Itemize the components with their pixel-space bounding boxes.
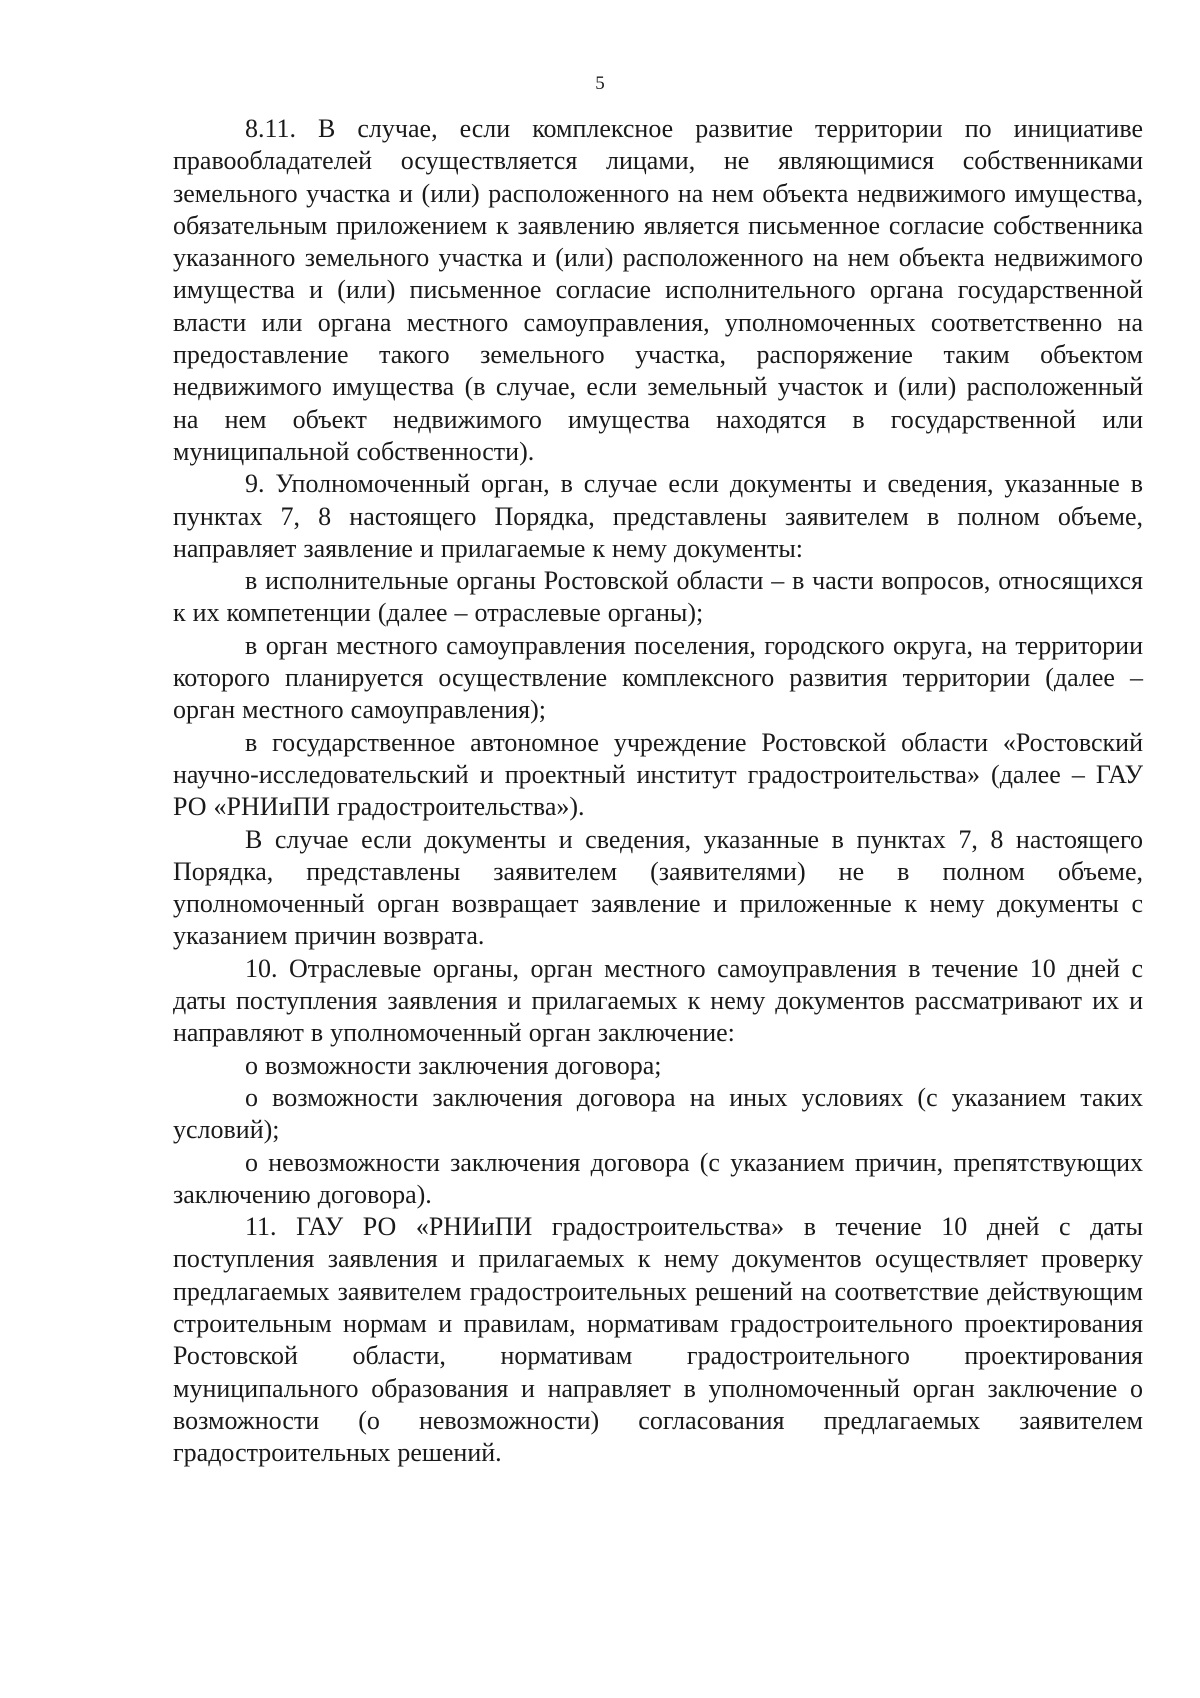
paragraph-9-institute: в государственное автономное учреждение Ростовской области «Ростовский научно-исследовательский и проектный институт градостроительства» (далее – ГАУ РО «РНИиПИ градостроительства»).: [173, 727, 1143, 822]
paragraph-10-other-conditions: о возможности заключения договора на иных условиях (с указанием таких условий);: [173, 1082, 1143, 1145]
paragraph-9-return: В случае если документы и сведения, указанные в пунктах 7, 8 настоящего Порядка, представлены заявителем (заявителями) не в полном объеме, уполномоченный орган возвращает заявление и приложенные к нему документы с указанием причин возврата.: [173, 824, 1143, 951]
paragraph-10-impossible: о невозможности заключения договора (с указанием причин, препятствующих заключению договора).: [173, 1147, 1143, 1209]
paragraph-10-possible: о возможности заключения договора;: [245, 1050, 662, 1080]
paragraph-8-11: 8.11. В случае, если комплексное развитие территории по инициативе правообладателей осуществляется лицами, не являющимися собственниками земельного участка и (или) расположенного на нем объекта недвижимого имущества, обязательным приложением к заявлению является письменное согласие собственника указанного земельного участка и (или) расположенного на нем объекта недвижимого имущества и (или) письменное согласие исполнительного органа государственной власти или органа местного самоуправления, уполномоченных соответственно на предоставление такого земельного участка, распоряжение таким объектом недвижимого имущества (в случае, если земельный участок и (или) расположенный на нем объект недвижимого имущества находятся в государственной или муниципальной собственности).: [173, 114, 1143, 466]
paragraph-10: 10. Отраслевые органы, орган местного самоуправления в течение 10 дней с даты поступления заявления и прилагаемых к нему документов рассматривают их и направляют в уполномоченный орган заключение:: [173, 953, 1143, 1048]
document-body: [173, 113, 1143, 1469]
paragraph-9-executive-bodies: в исполнительные органы Ростовской области – в части вопросов, относящихся к их компетенции (далее – отраслевые органы);: [173, 566, 1143, 628]
page-number: 5: [595, 73, 605, 94]
paragraph-11: 11. ГАУ РО «РНИиПИ градостроительства» в течение 10 дней с даты поступления заявления и прилагаемых к нему документов осуществляет проверку предлагаемых заявителем градостроительных решений на соответствие действующим строительным нормам и правилам, нормативам градостроительного проектирования Ростовской области, нормативам градостроительного проектирования муниципального образования и направляет в уполномоченный орган заключение о возможности (о невозможности) согласования предлагаемых заявителем градостроительных решений.: [173, 1212, 1143, 1468]
paragraph-9: 9. Уполномоченный орган, в случае если документы и сведения, указанные в пунктах 7, 8 настоящего Порядка, представлены заявителем в полном объеме, направляет заявление и прилагаемые к нему документы:: [173, 469, 1143, 563]
paragraph-9-local-government: в орган местного самоуправления поселения, городского округа, на территории которого планируется осуществление комплексного развития территории (далее – орган местного самоуправления);: [173, 630, 1143, 725]
